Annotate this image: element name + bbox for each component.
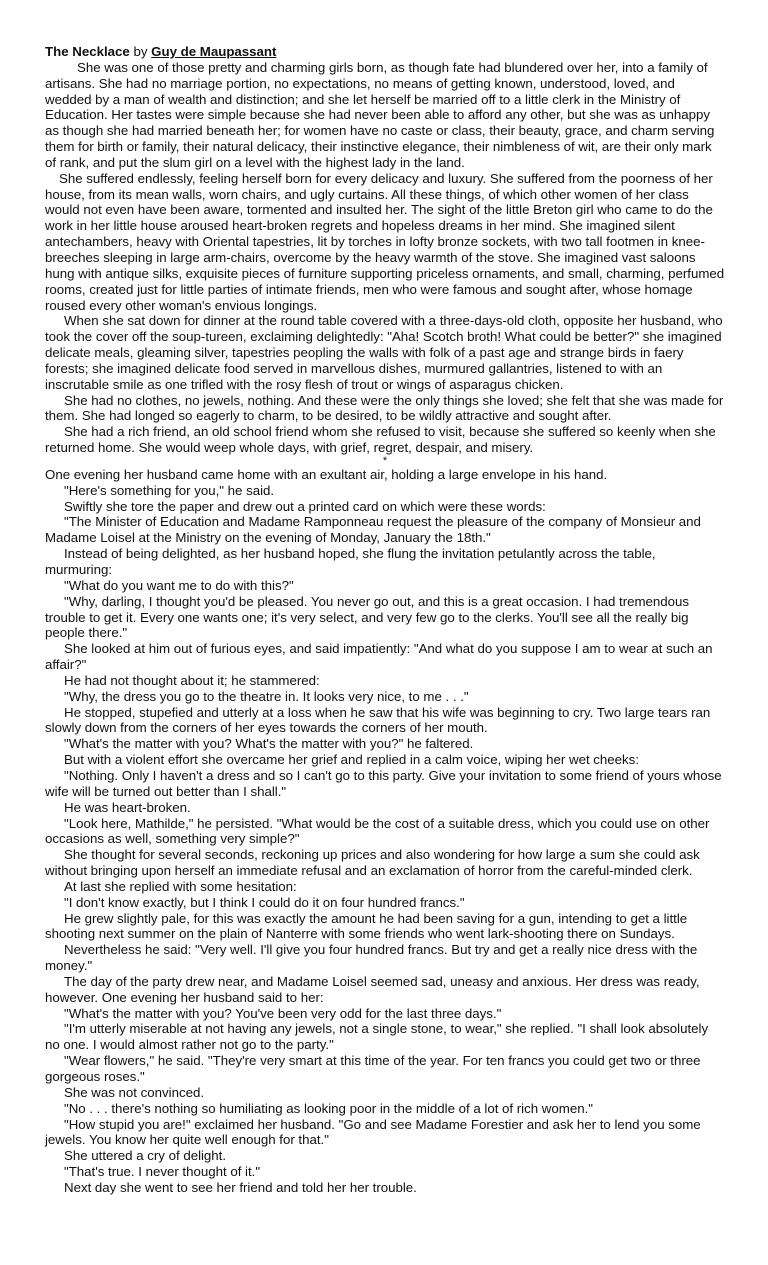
paragraph: She was one of those pretty and charming girls born, as though fate had blundered over her, into a family of artisans. She had no marriage portion, no expectations, no means of getting known, understood, loved, and wedded by a man of wealth and distinction; and she let herself be married off to a little clerk in the Ministry of Education. Her tastes were simple because she had never been able to afford any other, but she was as unhappy as though she had married beneath her; for women have no caste or class, their beauty, grace, and charm serving them for birth or family, their natural delicacy, their instinctive elegance, their nimbleness of wit, are their only mark of rank, and put the slum girl on a level with the highest lady in the land. — [45, 59, 715, 170]
paragraph: She uttered a cry of delight. — [64, 1148, 227, 1164]
paragraph: He stopped, stupefied and utterly at a loss when he saw that his wife was beginning to cry. Two large tears ran slowly down from the corners of her eyes towards the corners of her mouth. — [45, 704, 711, 736]
paragraph: But with a violent effort she overcame her grief and replied in a calm voice, wiping her wet cheeks: — [64, 752, 639, 768]
paragraph: "What do you want me to do with this?" — [64, 577, 294, 593]
paragraph: She looked at him out of furious eyes, and said impatiently: "And what do you suppose I am to wear at such an affair?" — [45, 641, 713, 673]
section-separator: * — [382, 454, 388, 467]
paragraph: "What's the matter with you? You've been very odd for the last three days." — [64, 1005, 502, 1021]
paragraph: She had a rich friend, an old school friend whom she refused to visit, because she suffered so keenly when she returned home. She would weep whole days, with grief, regret, despair, and misery. — [45, 424, 716, 456]
paragraph: She was not convinced. — [64, 1084, 205, 1100]
paragraph: The day of the party drew near, and Madame Loisel seemed sad, uneasy and anxious. Her dress was ready, however. One evening her husband said to her: — [45, 973, 700, 1005]
paragraph: Instead of being delighted, as her husband hoped, she flung the invitation petulantly across the table, murmuring: — [45, 546, 656, 577]
paragraph: "Why, the dress you go to the theatre in. It looks very nice, to me . . ." — [64, 688, 469, 704]
paragraph: "I don't know exactly, but I think I could do it on four hundred francs." — [64, 894, 465, 910]
paragraph: Swiftly she tore the paper and drew out a printed card on which were these words: — [64, 498, 546, 514]
paragraph: "Here's something for you," he said. — [64, 482, 275, 498]
paragraph: When she sat down for dinner at the round table covered with a three-days-old cloth, opposite her husband, who took the cover off the soup-tureen, exclaiming delightedly: "Aha! Scotch broth! What could be better?" she imagined delicate meals, gleaming silver, tapestries peopling the walls with folk of a past age and strange birds in faery forests; she imagined delicate food served in marvellous dishes, murmured gallantries, listened to with an inscrutable smile as one trifled with the rosy flesh of trout or wings of asparagus chicken. — [45, 313, 723, 392]
paragraph: "Why, darling, I thought you'd be pleased. You never go out, and this is a great occasion. I had tremendous trouble to get it. Every one wants one; it's very select, and very few go to the clerks. You'll see all the really big people there." — [45, 593, 690, 641]
paragraph: She suffered endlessly, feeling herself born for every delicacy and luxury. She suffered from the poorness of her house, from its mean walls, worn chairs, and ugly curtains. All these things, of which other women of her class would not even have been aware, tormented and insulted her. The sight of the little Breton girl who came to do the work in her little house aroused heart-broken regrets and hopeless dreams in her mind. She imagined silent antechambers, heavy with Oriental tapestries, lit by torches in lofty bronze sockets, with two tall footmen in knee-breeches sleeping in large arm-chairs, overcome by the heavy warmth of the stove. She imagined vast saloons hung with antique silks, exquisite pieces of furniture supporting priceless ornaments, and small, charming, perfumed rooms, created just for little parties of intimate friends, men who were famous and sought after, whose homage roused every other woman's envious longings. — [45, 170, 725, 313]
paragraph: He was heart-broken. — [64, 799, 191, 815]
paragraph: "No . . . there's nothing so humiliating as looking poor in the middle of a lot of rich women." — [64, 1100, 593, 1116]
paragraph: She had no clothes, no jewels, nothing. And these were the only things she loved; she felt that she was made for them. She had longed so eagerly to charm, to be desired, to be wildly attractive and sought after. — [45, 392, 724, 424]
paragraph: At last she replied with some hesitation: — [64, 878, 297, 894]
by-text: by — [133, 44, 148, 59]
paragraph: "What's the matter with you? What's the matter with you?" he faltered. — [64, 736, 474, 752]
document-page — [45, 44, 725, 1196]
paragraph: "How stupid you are!" exclaimed her husband. "Go and see Madame Forestier and ask her to lend you some jewels. You know her quite well enough for that." — [45, 1116, 701, 1148]
paragraph: One evening her husband came home with an exultant air, holding a large envelope in his hand. — [45, 466, 608, 482]
author-link[interactable]: Guy de Maupassant — [151, 44, 277, 59]
paragraph: She thought for several seconds, reckoning up prices and also wondering for how large a sum she could ask without bringing upon herself an immediate refusal and an exclamation of horror from the careful-minded clerk. — [45, 847, 700, 879]
paragraph: Next day she went to see her friend and told her her trouble. — [64, 1179, 417, 1195]
paragraph: He grew slightly pale, for this was exactly the amount he had been saving for a gun, intending to get a little shooting next summer on the plain of Nanterre with some friends who went lark-shooting there on Sundays. — [45, 910, 688, 942]
story-body — [45, 60, 725, 1196]
paragraph: "I'm utterly miserable at not having any jewels, not a single stone, to wear," she replied. "I shall look absolutely no one. I would almost rather not go to the party." — [45, 1021, 709, 1053]
paragraph: Nevertheless he said: "Very well. I'll give you four hundred francs. But try and get a really nice dress with the money." — [45, 942, 698, 974]
paragraph: "Nothing. Only I haven't a dress and so I can't go to this party. Give your invitation to some friend of yours whose wife will be turned out better than I shall." — [45, 767, 722, 799]
paragraph: He had not thought about it; he stammered: — [64, 672, 320, 688]
paragraph: "That's true. I never thought of it." — [64, 1164, 261, 1180]
paragraph: "The Minister of Education and Madame Ramponneau request the pleasure of the company of Monsieur and Madame Loisel at the Ministry on the evening of Monday, January the 18th." — [45, 514, 701, 546]
paragraph: "Look here, Mathilde," he persisted. "What would be the cost of a suitable dress, which you could use on other occasions as well, something very simple?" — [45, 815, 710, 847]
title-line — [45, 44, 725, 60]
paragraph: "Wear flowers," he said. "They're very smart at this time of the year. For ten francs you could get two or three gorgeous roses." — [45, 1053, 701, 1084]
story-title: The Necklace — [45, 44, 130, 59]
